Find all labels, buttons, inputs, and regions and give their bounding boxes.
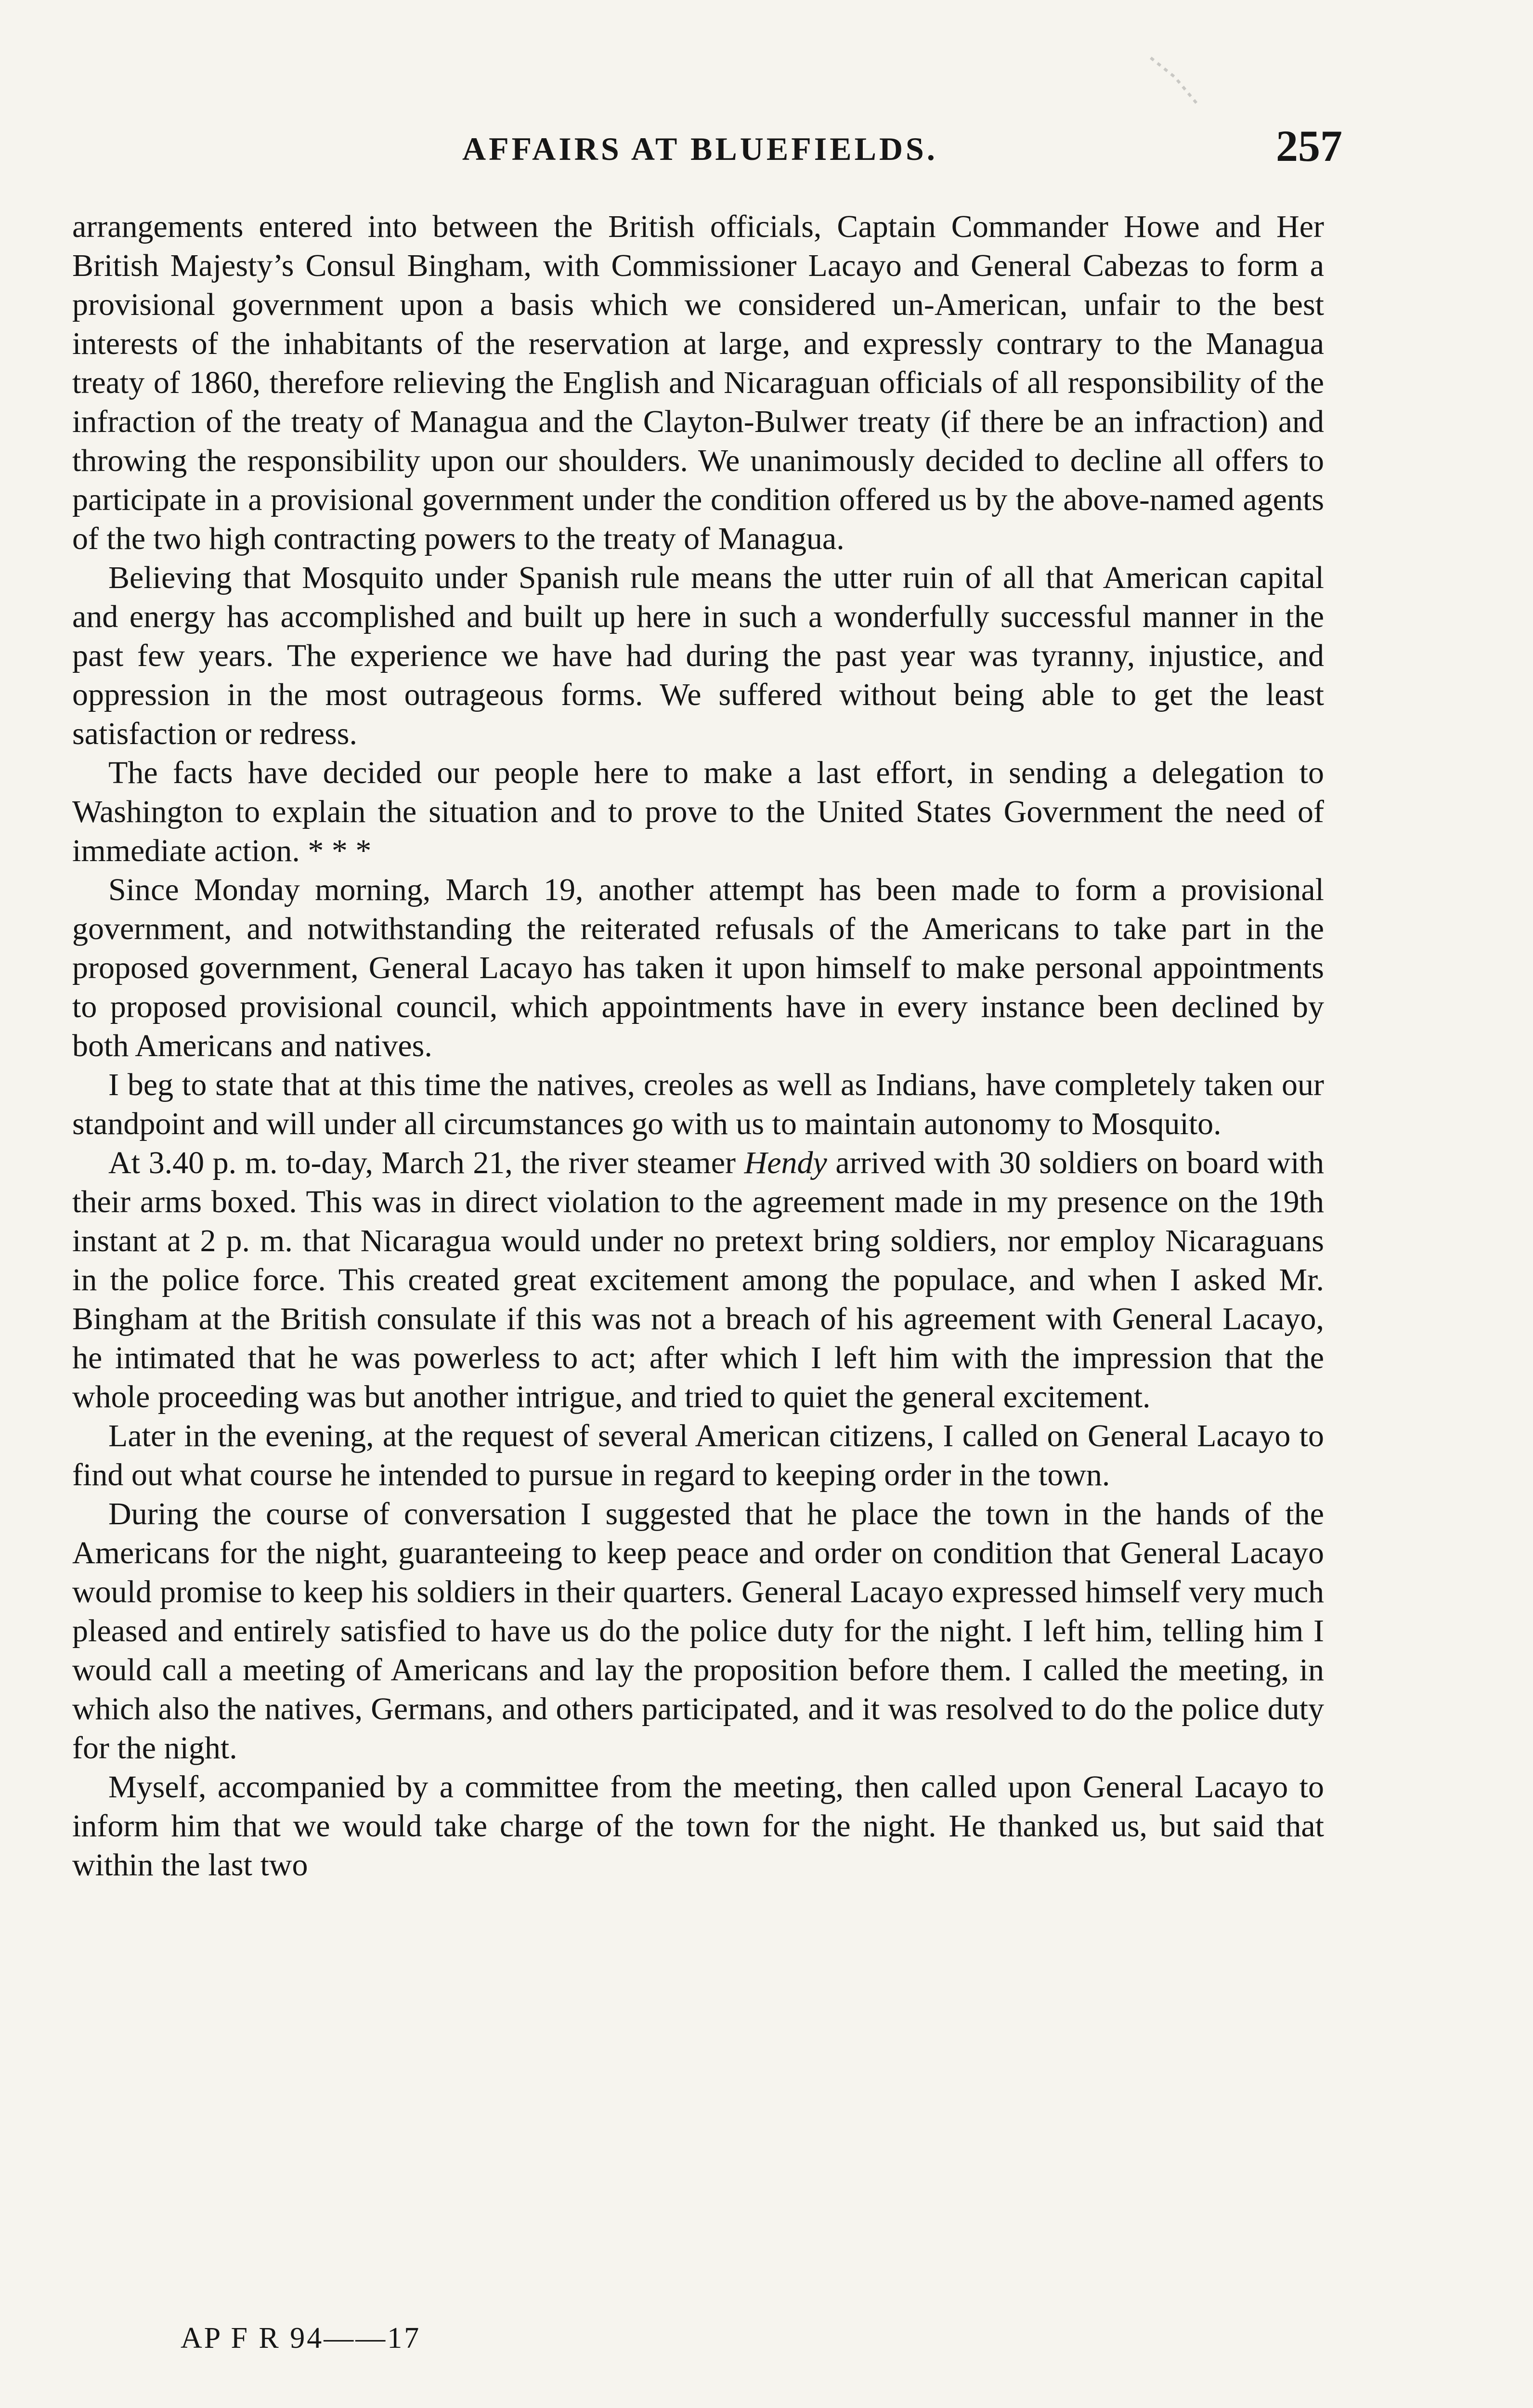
running-header-title: AFFAIRS AT BLUEFIELDS. [462, 131, 938, 167]
paragraph: I beg to state that at this time the natives, creoles as well as Indians, have completely taken our standpoint and will under all circumstances go with us to maintain autonomy to Mosquito. [72, 1067, 1324, 1141]
paragraph-text-before: At 3.40 p. m. to-day, March 21, the river steamer [108, 1145, 744, 1180]
printer-signature-mark: AP F R 94——17 [181, 2322, 421, 2355]
paragraph-text-after: arrived with 30 soldiers on board with their arms boxed. This was in direct violation to the agreement made in my presence on the 19th instant at 2 p. m. that Nicaragua would under no pretext bring soldiers, nor employ Nicaraguans in the police force. This created great excitement among the populace, and when I asked Mr. Bingham at the British consulate if this was not a breach of his agreement with General Lacayo, he intimated that he was powerless to act; after which I left him with the impression that the whole proceeding was but another intrigue, and tried to quiet the general excitement. [72, 1145, 1324, 1414]
paragraph: Later in the evening, at the request of several American citizens, I called on General Lacayo to find out what course he intended to pursue in regard to keeping order in the town. [72, 1418, 1324, 1492]
scan-smudge-mark [1146, 53, 1204, 111]
paragraph [72, 1143, 1324, 1416]
paragraph: Since Monday morning, March 19, another attempt has been made to form a provisional government, and notwithstanding the reiterated refusals of the Americans to take part in the proposed government, General Lacayo has taken it upon himself to make personal appointments to proposed provisional council, which appointments have in every instance been declined by both Americans and natives. [72, 872, 1324, 1063]
paragraph: During the course of conversation I suggested that he place the town in the hands of the Americans for the night, guaranteeing to keep peace and order on condition that General Lacayo would promise to keep his soldiers in their quarters. General Lacayo expressed himself very much pleased and entirely satisfied to have us do the police duty for the night. I left him, telling him I would call a meeting of Americans and lay the proposition before them. I called the meeting, in which also the natives, Germans, and others participated, and it was resolved to do the police duty for the night. [72, 1496, 1324, 1766]
page-number: 257 [1276, 121, 1342, 170]
paragraph: The facts have decided our people here to make a last effort, in sending a delegation to Washington to explain the situation and to prove to the United States Government the need of immediate action. * * * [72, 755, 1324, 868]
paragraph: arrangements entered into between the British officials, Captain Commander Howe and Her British Majesty’s Consul Bingham, with Commissioner Lacayo and General Cabezas to form a provisional government upon a basis which we considered un-American, unfair to the best interests of the inhabitants of the reservation at large, and expressly contrary to the Managua treaty of 1860, therefore relieving the English and Nicaraguan officials of all responsibility of the infraction of the treaty of Managua and the Clayton-Bulwer treaty (if there be an infraction) and throwing the responsibility upon our shoulders. We unanimously decided to decline all offers to participate in a provisional government under the condition offered us by the above-named agents of the two high contracting powers to the treaty of Managua. [72, 209, 1324, 556]
body-text [72, 207, 1324, 1885]
paragraph: Believing that Mosquito under Spanish rule means the utter ruin of all that American capital and energy has accomplished and built up here in such a wonderfully successful manner in the past few years. The experience we have had during the past year was tyranny, injustice, and oppression in the most outrageous forms. We suffered without being able to get the least satisfaction or redress. [72, 560, 1324, 751]
steamer-name: Hendy [744, 1145, 827, 1180]
paragraph: Myself, accompanied by a committee from the meeting, then called upon General Lacayo to inform him that we would take charge of the town for the night. He thanked us, but said that within the last two [72, 1769, 1324, 1883]
